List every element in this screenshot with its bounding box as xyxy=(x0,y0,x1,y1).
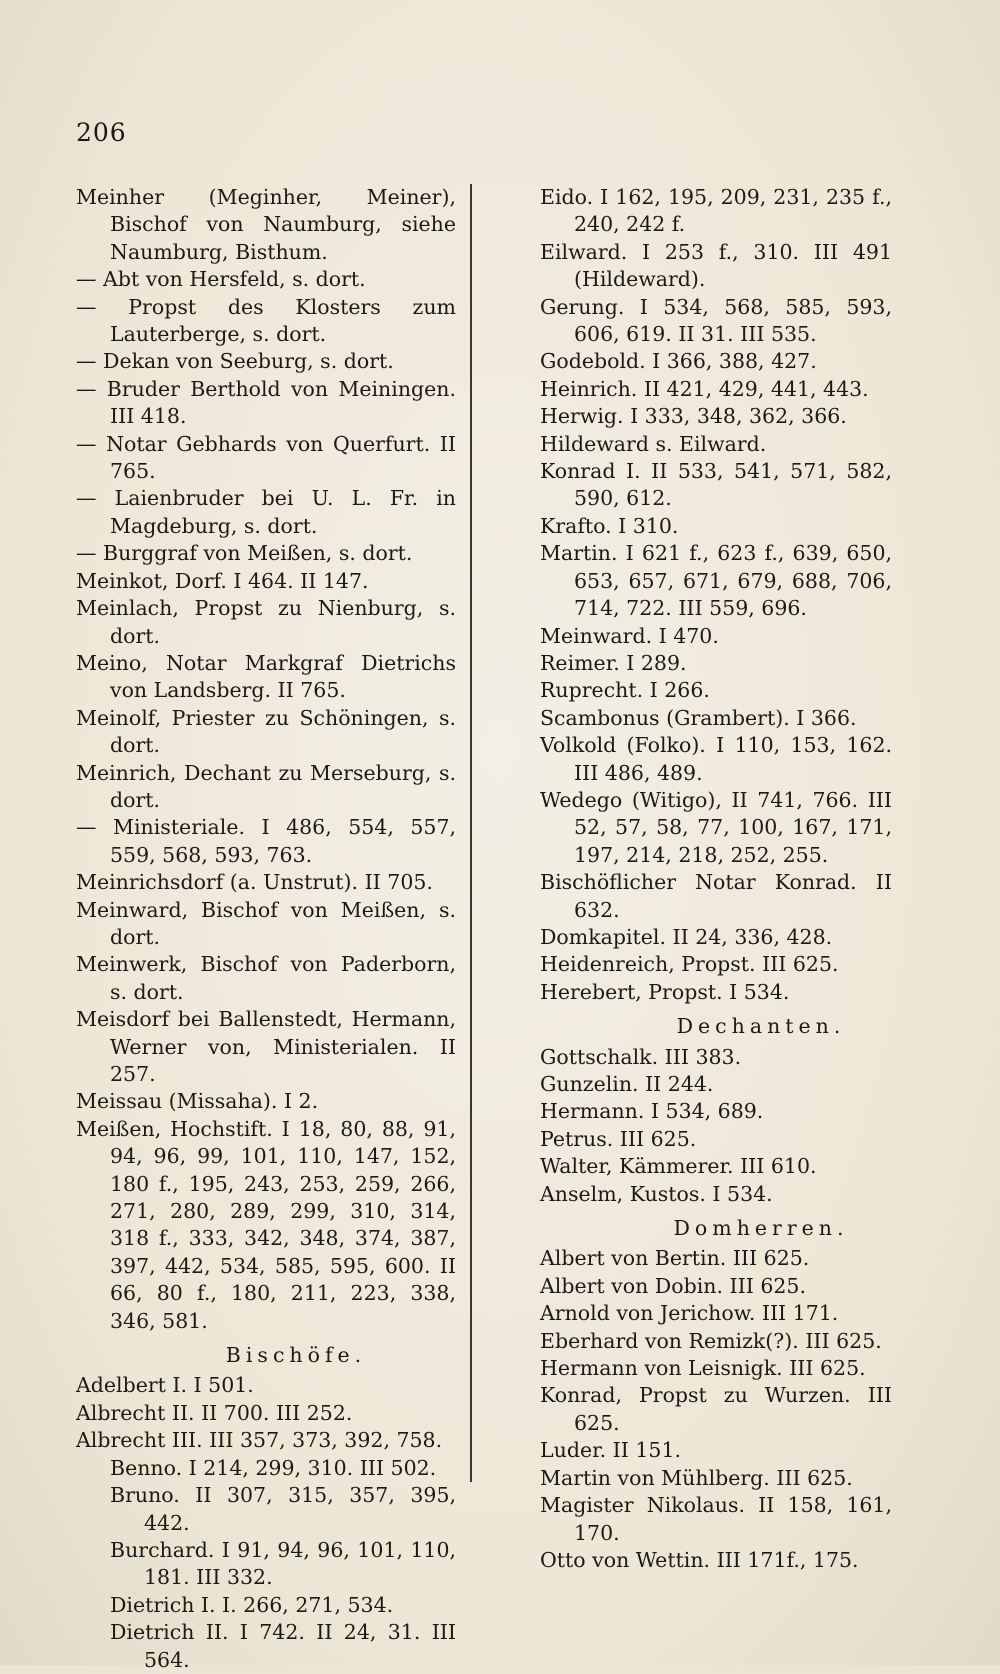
section-heading-domherren: Domherren. xyxy=(673,1216,849,1241)
index-entry: Meinkot, Dorf. I 464. II 147. xyxy=(76,568,369,593)
index-entry: Godebold. I 366, 388, 427. xyxy=(540,349,817,374)
index-entry: Meinrich, Dechant zu Merseburg, s. dort. xyxy=(76,760,456,812)
index-entry: Meinward. I 470. xyxy=(540,623,719,648)
canon-entry: Luder. II 151. xyxy=(540,1438,682,1463)
bishop-entry: Adelbert I. I 501. xyxy=(76,1373,254,1398)
right-entries xyxy=(540,184,892,1006)
bishop-entry: Albrecht III. III 357, 373, 392, 758. xyxy=(76,1428,443,1453)
page-number: 206 xyxy=(76,118,127,147)
index-entry: Meinher (Meginher, Meiner), Bischof von Naumburg, siehe Naumburg, Bisthum. xyxy=(76,185,456,264)
dean-entry: Hermann. I 534, 689. xyxy=(540,1099,764,1124)
index-entry: Meinlach, Propst zu Nienburg, s. dort. xyxy=(76,596,456,648)
index-entry: — Dekan von Seeburg, s. dort. xyxy=(76,349,394,374)
index-entry: Gerung. I 534, 568, 585, 593, 606, 619. II 31. III 535. xyxy=(540,294,892,347)
index-entry: Meissau (Missaha). I 2. xyxy=(76,1089,319,1114)
index-entry: Bischöflicher Notar Konrad. II 632. xyxy=(540,870,892,922)
index-entry: Meißen, Hochstift. I 18, 80, 88, 91, 94, 96, 99, 101, 110, 147, 152, 180 f., 195, 243, 253, 259, 266, 271, 280, 289, 299, 310, 314, 318 f., 333, 342, 348, 374, 387, 397, 442, 534, 585, 595, 600. II 66, 80 f., 180, 211, 223, 338, 346, 581. xyxy=(76,1116,456,1333)
left-entries xyxy=(76,184,456,1335)
canon-entry: Martin von Mühlberg. III 625. xyxy=(540,1465,853,1490)
index-entry: Eido. I 162, 195, 209, 231, 235 f., 240, 242 f. xyxy=(540,185,892,237)
column-divider xyxy=(470,184,472,1482)
index-entry: Reimer. I 289. xyxy=(540,650,687,675)
bischoefe-sublist xyxy=(76,1455,456,1674)
index-entry: Meinwerk, Bischof von Paderborn, s. dort. xyxy=(76,952,456,1004)
domherren-list xyxy=(540,1245,892,1574)
bischoefe-list xyxy=(76,1372,456,1454)
index-entry: Herebert, Propst. I 534. xyxy=(540,979,790,1004)
canon-entry: Otto von Wettin. III 171f., 175. xyxy=(540,1547,859,1572)
dean-entry: Petrus. III 625. xyxy=(540,1126,697,1151)
section-heading-bischoefe: Bischöfe. xyxy=(225,1343,367,1368)
index-entry: — Propst des Klosters zum Lauterberge, s. dort. xyxy=(76,294,456,347)
index-entry: Domkapitel. II 24, 336, 428. xyxy=(540,924,833,949)
canon-entry: Magister Nikolaus. II 158, 161, 170. xyxy=(540,1493,892,1545)
index-entry: Krafto. I 310. xyxy=(540,513,679,538)
index-entry: — Burggraf von Meißen, s. dort. xyxy=(76,541,413,566)
dean-entry: Anselm, Kustos. I 534. xyxy=(540,1181,773,1206)
index-entry: Meino, Notar Markgraf Dietrichs von Landsberg. II 765. xyxy=(76,650,456,703)
canon-entry: Albert von Bertin. III 625. xyxy=(540,1246,810,1271)
bishop-entry: Dietrich II. I 742. II 24, 31. III 564. xyxy=(110,1620,456,1672)
dean-entry: Gottschalk. III 383. xyxy=(540,1044,742,1069)
section-heading-dechanten: Dechanten. xyxy=(676,1014,846,1039)
canon-entry: Hermann von Leisnigk. III 625. xyxy=(540,1356,866,1381)
index-entry: Meinolf, Priester zu Schöningen, s. dort. xyxy=(76,705,456,758)
canon-entry: Arnold von Jerichow. III 171. xyxy=(540,1301,839,1326)
index-entry: — Ministeriale. I 486, 554, 557, 559, 568, 593, 763. xyxy=(76,815,456,867)
index-entry: Eilward. I 253 f., 310. III 491 (Hildeward). xyxy=(540,239,892,292)
index-entry: Meisdorf bei Ballenstedt, Hermann, Werner von, Ministerialen. II 257. xyxy=(76,1007,456,1086)
bishop-entry: Dietrich I. I. 266, 271, 534. xyxy=(110,1592,394,1617)
right-column xyxy=(540,184,892,1574)
index-entry: — Notar Gebhards von Querfurt. II 765. xyxy=(76,431,456,484)
dean-entry: Walter, Kämmerer. III 610. xyxy=(540,1154,817,1179)
canon-entry: Konrad, Propst zu Wurzen. III 625. xyxy=(540,1383,892,1435)
index-entry: — Laienbruder bei U. L. Fr. in Magdeburg, s. dort. xyxy=(76,486,456,538)
index-entry: Heidenreich, Propst. III 625. xyxy=(540,952,839,977)
bishop-entry: Bruno. II 307, 315, 357, 395, 442. xyxy=(110,1483,456,1535)
index-entry: Volkold (Folko). I 110, 153, 162. III 486, 489. xyxy=(540,733,892,785)
index-entry: Konrad I. II 533, 541, 571, 582, 590, 612. xyxy=(540,459,892,511)
canon-entry: Albert von Dobin. III 625. xyxy=(540,1273,806,1298)
index-entry: — Bruder Berthold von Meiningen. III 418. xyxy=(76,376,456,429)
index-entry: Heinrich. II 421, 429, 441, 443. xyxy=(540,376,869,401)
index-entry: Wedego (Witigo), II 741, 766. III 52, 57, 58, 77, 100, 167, 171, 197, 214, 218, 252, 255. xyxy=(540,787,892,867)
index-entry: Martin. I 621 f., 623 f., 639, 650, 653, 657, 671, 679, 688, 706, 714, 722. III 559, 696. xyxy=(540,541,892,621)
index-entry: Scambonus (Grambert). I 366. xyxy=(540,705,857,730)
bishop-entry: Burchard. I 91, 94, 96, 101, 110, 181. III 332. xyxy=(110,1537,456,1590)
index-entry: Ruprecht. I 266. xyxy=(540,678,710,703)
bishop-entry: Benno. I 214, 299, 310. III 502. xyxy=(110,1455,437,1480)
dechanten-list xyxy=(540,1044,892,1208)
index-entry: — Abt von Hersfeld, s. dort. xyxy=(76,267,366,292)
bishop-entry: Albrecht II. II 700. III 252. xyxy=(76,1400,353,1425)
index-entry: Herwig. I 333, 348, 362, 366. xyxy=(540,404,847,429)
index-entry: Hildeward s. Eilward. xyxy=(540,431,767,456)
index-entry: Meinrichsdorf (a. Unstrut). II 705. xyxy=(76,870,433,895)
left-column xyxy=(76,184,456,1674)
canon-entry: Eberhard von Remizk(?). III 625. xyxy=(540,1328,882,1353)
dean-entry: Gunzelin. II 244. xyxy=(540,1072,714,1096)
index-entry: Meinward, Bischof von Meißen, s. dort. xyxy=(76,897,456,949)
